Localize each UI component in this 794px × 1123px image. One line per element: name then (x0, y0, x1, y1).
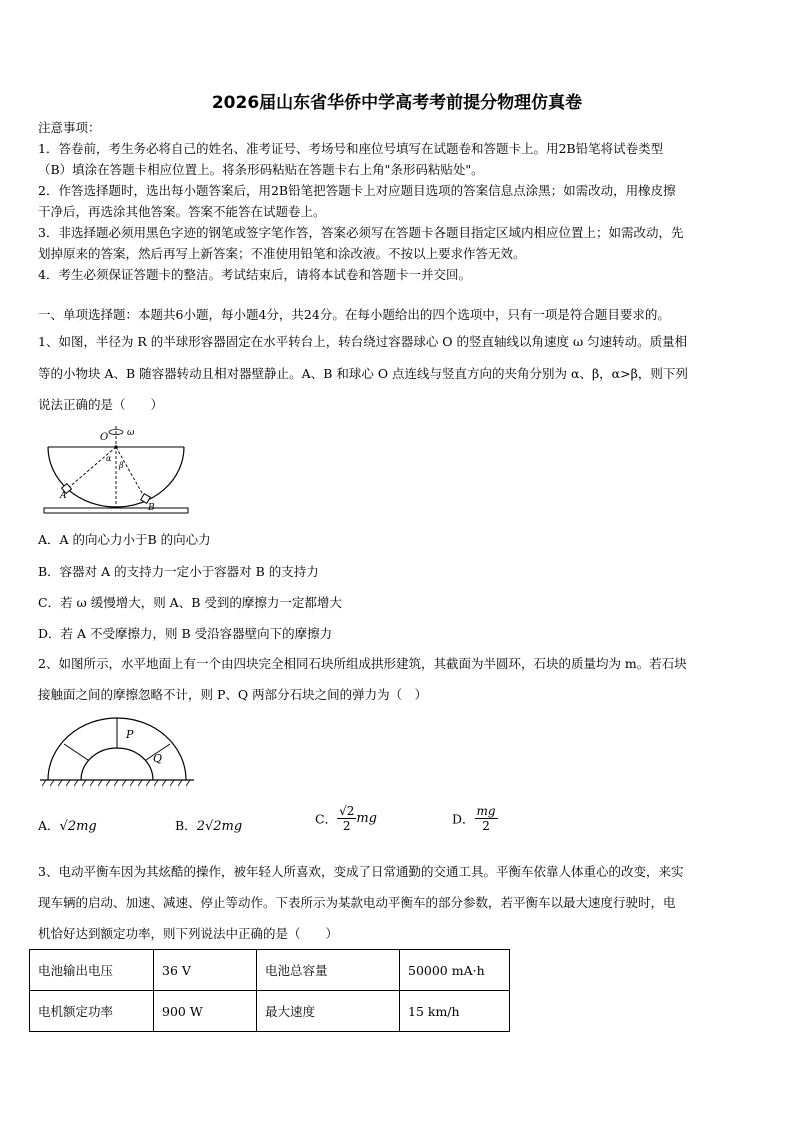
q2-stem: 2、如图所示，水平地面上有一个由四块完全相同石块所组成拱形建筑，其截面为半圆环，石块的质量均为 m。若石块 (38, 656, 687, 671)
label-P: P (126, 728, 134, 741)
table-cell: 电机额定功率 (30, 991, 154, 1032)
fraction-denominator: 2 (482, 819, 490, 833)
label-A: A (60, 491, 67, 501)
notice-heading: 注意事项： (38, 120, 101, 135)
table-row (30, 991, 510, 1032)
q1-option-b[interactable]: B．容器对 A 的支持力一定小于容器对 B 的支持力 (38, 564, 319, 579)
q3-stem: 现车辆的启动、加速、减速、停止等动作。下表所示为某款电动平衡车的部分参数，若平衡车以最大速度行驶时，电 (38, 895, 676, 910)
q1-option-a[interactable]: A．A 的向心力小于B 的向心力 (38, 532, 211, 547)
label-beta: β (119, 461, 124, 470)
notice-line: 3．非选择题必须用黑色字迹的钢笔或签字笔作答，答案必须写在答题卡各题目指定区域内相应位置上；如需改动，先 (38, 225, 684, 240)
q1-stem: 说法正确的是（ ） (38, 397, 164, 412)
label-Q: Q (153, 752, 163, 765)
q2-arch-figure (38, 714, 196, 788)
notice-line: 干净后，再选涂其他答案。答案不能答在试题卷上。 (38, 204, 326, 219)
notice-line: 划掉原来的答案，然后再写上新答案；不准使用铅笔和涂改液。不按以上要求作答无效。 (38, 246, 526, 261)
option-label: C． (315, 811, 338, 827)
fraction-numerator: √2 (339, 804, 355, 818)
q1-stem: 等的小物块 A、B 随容器转动且相对器壁静止。A、B 和球心 O 点连线与竖直方向的夹角分别为 α、β，α>β，则下列 (38, 366, 688, 381)
label-O: O (100, 432, 109, 443)
notice-line: （B）填涂在答题卡相应位置上。将条形码粘贴在答题卡右上角"条形码粘贴处"。 (38, 162, 484, 177)
table-cell: 电池输出电压 (30, 950, 154, 991)
q2-option-d[interactable] (452, 804, 498, 833)
table-cell: 15 km/h (400, 991, 510, 1032)
option-value: 2√2mg (196, 819, 243, 834)
table-cell: 电池总容量 (257, 950, 400, 991)
table-row (30, 950, 510, 991)
q2-option-c[interactable] (315, 804, 377, 833)
table-cell: 最大速度 (257, 991, 400, 1032)
section-heading: 一、单项选择题：本题共6小题，每小题4分，共24分。在每小题给出的四个选项中，只有一项是符合题目要求的。 (38, 307, 670, 322)
page-title: 2026届山东省华侨中学高考考前提分物理仿真卷 (211, 93, 583, 113)
fraction-numerator: mg (476, 804, 496, 818)
option-label: A． (38, 818, 60, 833)
label-B: B (148, 503, 155, 513)
q1-hemisphere-figure (40, 422, 190, 520)
q2-stem: 接触面之间的摩擦忽略不计，则 P、Q 两部分石块之间的弹力为（ ） (38, 687, 428, 702)
label-alpha: α (106, 454, 112, 463)
q3-params-table (29, 949, 510, 1032)
notice-line: 4．考生必须保证答题卡的整洁。考试结束后，请将本试卷和答题卡一并交回。 (38, 267, 471, 282)
notice-line: 1．答卷前，考生务必将自己的姓名、准考证号、考场号和座位号填写在试题卷和答题卡上。用2B铅笔将试卷类型 (38, 141, 664, 156)
q3-stem: 3、电动平衡车因为其炫酷的操作，被年轻人所喜欢，变成了日常通勤的交通工具。平衡车依靠人体重心的改变，来实 (38, 864, 684, 879)
option-value: √2mg (59, 819, 97, 834)
label-omega: ω (127, 428, 135, 438)
q1-option-d[interactable]: D．若 A 不受摩擦力，则 B 受沿容器壁向下的摩擦力 (38, 626, 333, 641)
q2-option-b[interactable] (175, 816, 242, 834)
fraction-denominator: 2 (342, 819, 351, 833)
q2-option-a[interactable] (38, 816, 97, 834)
q1-stem: 1、如图，半径为 R 的半球形容器固定在水平转台上，转台绕过容器球心 O 的竖直轴线以角速度 ω 匀速转动。质量相 (38, 334, 688, 349)
table-cell: 50000 mA·h (400, 950, 510, 991)
q1-option-c[interactable]: C．若 ω 缓慢增大，则 A、B 受到的摩擦力一定都增大 (38, 595, 342, 610)
option-label: B． (175, 818, 197, 833)
table-cell: 900 W (154, 991, 257, 1032)
option-label: D． (452, 811, 475, 827)
q3-stem: 机恰好达到额定功率，则下列说法中正确的是（ ） (38, 926, 339, 941)
table-cell: 36 V (154, 950, 257, 991)
notice-line: 2．作答选择题时，选出每小题答案后，用2B铅笔把答题卡上对应题目选项的答案信息点涂黑；如需改动，用橡皮擦 (38, 183, 676, 198)
option-value: mg (356, 811, 378, 826)
